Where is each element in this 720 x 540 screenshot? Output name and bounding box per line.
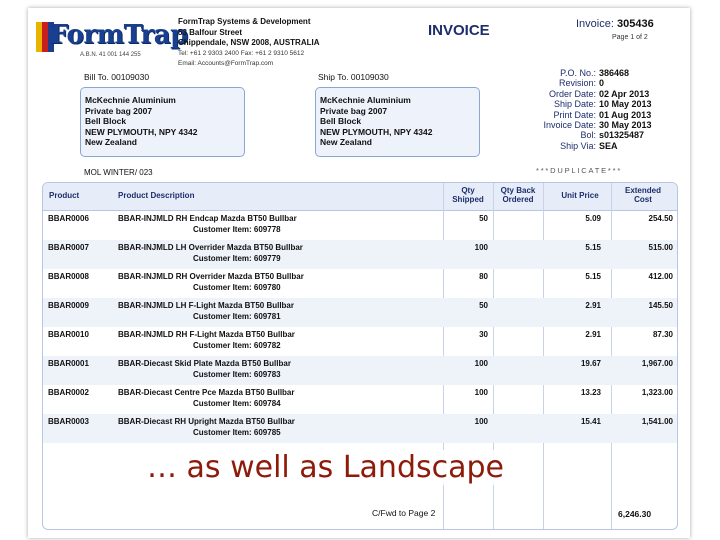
cell-description: BBAR-Diecast Centre Pce Mazda BT50 Bullbar	[118, 388, 295, 397]
header-extended: Extended Cost	[624, 186, 661, 204]
cell-qty: 100	[474, 388, 488, 397]
meta-row	[512, 141, 662, 151]
address-line: New Zealand	[320, 137, 372, 147]
meta-row	[512, 89, 662, 99]
cell-extended: 412.00	[648, 272, 673, 281]
meta-label: Ship Via:	[560, 140, 596, 151]
cell-qty: 30	[479, 330, 488, 339]
cell-extended: 87.30	[652, 330, 673, 339]
cell-qty: 100	[474, 243, 488, 252]
cell-description: BBAR-Diecast Skid Plate Mazda BT50 Bullbar	[118, 359, 291, 368]
bill-to-address	[80, 87, 245, 157]
slide-caption: … as well as Landscape	[143, 450, 508, 485]
address-line: NEW PLYMOUTH, NPY 4342	[320, 126, 433, 137]
page-indicator: Page 1 of 2	[612, 34, 648, 41]
table-header	[43, 183, 677, 211]
cell-unit-price: 19.67	[580, 359, 601, 368]
invoice-title: INVOICE	[428, 22, 490, 39]
cell-unit-price: 2.91	[585, 301, 601, 310]
meta-label: Order Date:	[548, 88, 596, 99]
meta-label: P.O. No.:	[560, 68, 596, 78]
invoice-number-label: Invoice:	[576, 18, 614, 30]
meta-label: Bol:	[580, 130, 596, 141]
cell-qty: 100	[474, 417, 488, 426]
cell-description: BBAR-INJMLD RH Endcap Mazda BT50 Bullbar	[118, 214, 297, 223]
cell-extended: 254.50	[648, 214, 673, 223]
meta-row	[512, 78, 662, 88]
meta-row	[512, 130, 662, 140]
cell-customer-item: Customer Item: 609781	[193, 312, 281, 321]
meta-value: 0	[599, 78, 605, 89]
table-row	[43, 298, 677, 327]
duplicate-stamp: ***DUPLICATE***	[536, 166, 623, 175]
header-qty-shipped: Qty Shipped	[452, 186, 484, 204]
cell-extended: 145.50	[648, 301, 673, 310]
cell-qty: 100	[474, 359, 488, 368]
cell-unit-price: 2.91	[585, 330, 601, 339]
cell-product-code: BBAR0008	[48, 272, 89, 281]
company-phone: Tel: +61 2 9303 2400 Fax: +61 2 9310 5612	[178, 49, 305, 57]
meta-label: Invoice Date:	[543, 120, 596, 131]
cell-extended: 515.00	[648, 243, 673, 252]
cell-customer-item: Customer Item: 609782	[193, 341, 281, 350]
company-street: 53 Balfour Street	[178, 27, 243, 37]
company-city: Chippendale, NSW 2008, AUSTRALIA	[178, 38, 320, 47]
meta-row	[512, 120, 662, 130]
meta-value: 01 Aug 2013	[599, 109, 652, 120]
cell-description: BBAR-Diecast RH Upright Mazda BT50 Bullbar	[118, 417, 295, 426]
cell-product-code: BBAR0006	[48, 214, 89, 223]
cell-description: BBAR-INJMLD LH F-Light Mazda BT50 Bullbar	[118, 301, 294, 310]
invoice-meta	[512, 68, 662, 151]
cell-extended: 1,967.00	[641, 359, 673, 368]
ship-to-label: Ship To. 00109030	[318, 72, 389, 82]
cell-unit-price: 15.41	[580, 417, 601, 426]
formtrap-logo	[34, 20, 188, 54]
cell-product-code: BBAR0001	[48, 359, 89, 368]
cell-description: BBAR-INJMLD RH Overrider Mazda BT50 Bullbar	[118, 272, 304, 281]
cell-description: BBAR-INJMLD LH Overrider Mazda BT50 Bullbar	[118, 243, 303, 252]
meta-label: Print Date:	[553, 109, 596, 120]
meta-value: 386468	[599, 68, 630, 78]
company-abn: A.B.N. 41 001 144 255	[80, 52, 141, 58]
table-row	[43, 327, 677, 356]
meta-value: 30 May 2013	[599, 120, 652, 131]
cell-product-code: BBAR0007	[48, 243, 89, 252]
cell-unit-price: 5.09	[585, 214, 601, 223]
meta-label: Revision:	[558, 78, 596, 89]
meta-row	[512, 99, 662, 109]
table-row	[43, 211, 677, 240]
carry-forward-label: C/Fwd to Page 2	[372, 508, 436, 518]
address-line: NEW PLYMOUTH, NPY 4342	[85, 126, 198, 137]
cell-product-code: BBAR0010	[48, 330, 89, 339]
address-line: Private bag 2007	[320, 105, 388, 116]
meta-row	[512, 68, 662, 78]
cell-customer-item: Customer Item: 609779	[193, 254, 281, 263]
company-name: FormTrap Systems & Development	[178, 17, 311, 26]
invoice-number	[576, 18, 654, 30]
cell-extended: 1,541.00	[641, 417, 673, 426]
cell-unit-price: 5.15	[585, 272, 601, 281]
company-block	[178, 17, 368, 70]
mol-reference: MOL WINTER/ 023	[84, 168, 153, 177]
cell-product-code: BBAR0009	[48, 301, 89, 310]
table-row	[43, 356, 677, 385]
header-description: Product Description	[118, 191, 195, 200]
cell-product-code: BBAR0003	[48, 417, 89, 426]
cell-customer-item: Customer Item: 609783	[193, 370, 281, 379]
address-line: McKechnie Aluminium	[85, 95, 176, 105]
address-line: Private bag 2007	[85, 105, 153, 116]
invoice-number-value: 305436	[616, 18, 654, 30]
meta-value: 10 May 2013	[599, 99, 652, 110]
table-row	[43, 240, 677, 269]
address-line: McKechnie Aluminium	[320, 95, 411, 105]
cell-product-code: BBAR0002	[48, 388, 89, 397]
table-row	[43, 385, 677, 414]
cell-customer-item: Customer Item: 609778	[193, 225, 281, 234]
cell-qty: 50	[479, 214, 488, 223]
bill-to-label: Bill To. 00109030	[84, 72, 150, 82]
address-line: Bell Block	[320, 116, 362, 126]
header-qty-back: Qty Back Ordered	[500, 186, 536, 204]
ship-to-address	[315, 87, 480, 157]
meta-value: 02 Apr 2013	[599, 88, 650, 99]
cell-description: BBAR-INJMLD RH F-Light Mazda BT50 Bullbar	[118, 330, 295, 339]
address-line: Bell Block	[85, 116, 127, 126]
cell-customer-item: Customer Item: 609780	[193, 283, 281, 292]
cell-unit-price: 13.23	[580, 388, 601, 397]
address-line: New Zealand	[85, 137, 137, 147]
cell-extended: 1,323.00	[641, 388, 673, 397]
table-row	[43, 269, 677, 298]
header-unit-price: Unit Price	[561, 191, 599, 200]
cell-customer-item: Customer Item: 609784	[193, 399, 281, 408]
meta-row	[512, 110, 662, 120]
meta-label: Ship Date:	[553, 99, 596, 110]
cell-qty: 50	[479, 301, 488, 310]
page-total: 6,246.30	[618, 509, 652, 519]
meta-value: SEA	[599, 140, 618, 151]
company-email: Email: Accounts@FormTrap.com	[178, 60, 274, 67]
cell-customer-item: Customer Item: 609785	[193, 428, 281, 437]
cell-unit-price: 5.15	[585, 243, 601, 252]
logo-text: FormTrap	[50, 20, 188, 50]
header-product: Product	[49, 191, 80, 200]
cell-qty: 80	[479, 272, 488, 281]
meta-value: s01325487	[599, 130, 645, 141]
table-row	[43, 414, 677, 443]
